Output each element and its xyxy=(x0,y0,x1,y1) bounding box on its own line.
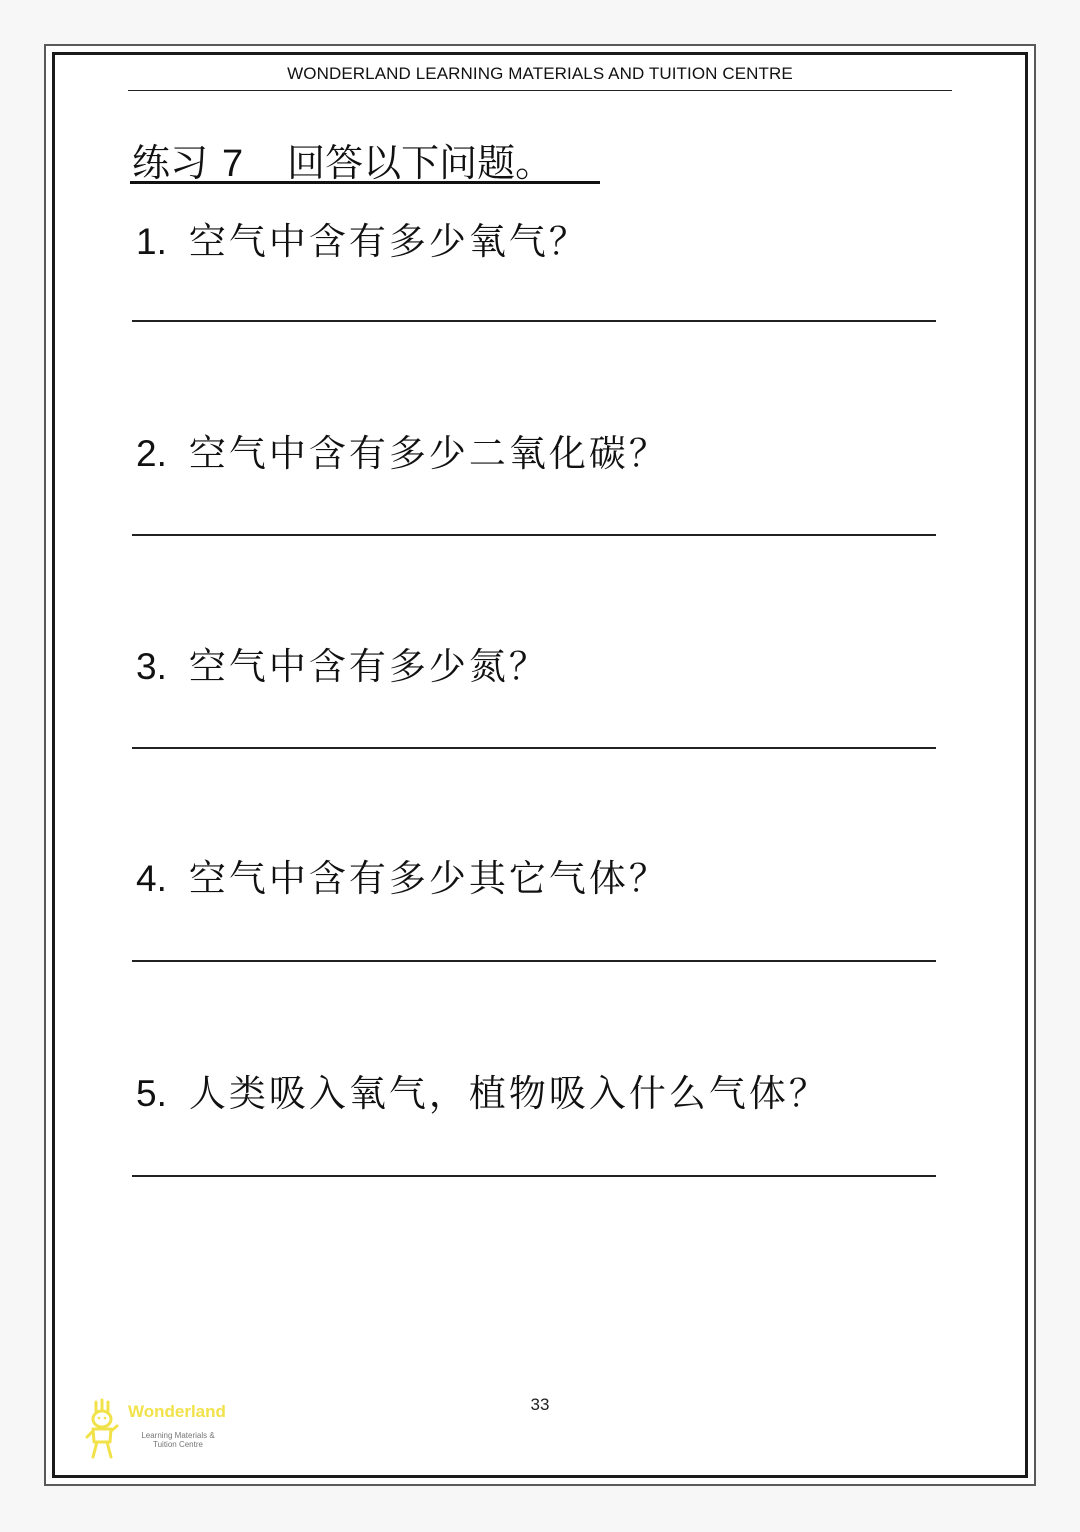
answer-line-2[interactable] xyxy=(132,534,936,536)
exercise-label: 练习 xyxy=(132,141,209,185)
question-text: 空气中含有多少氮？ xyxy=(188,645,549,688)
exercise-instruction: 回答以下问题。 xyxy=(287,141,554,185)
logo-subtitle xyxy=(128,1431,228,1449)
question-number: 2. xyxy=(136,433,167,474)
logo-name: Wonderland xyxy=(128,1402,226,1421)
answer-line-1[interactable] xyxy=(132,320,936,322)
question-number: 1. xyxy=(136,221,167,262)
page-header: WONDERLAND LEARNING MATERIALS AND TUITION CENTRE xyxy=(287,64,793,83)
header-divider xyxy=(128,90,952,91)
question-number: 3. xyxy=(136,646,167,687)
logo-subtitle-line1: Learning Materials & xyxy=(141,1431,215,1440)
page-border-inner xyxy=(52,52,1028,1478)
exercise-title xyxy=(132,132,553,187)
answer-line-4[interactable] xyxy=(132,960,936,962)
answer-line-5[interactable] xyxy=(132,1175,936,1177)
title-underline xyxy=(130,181,600,184)
exercise-number: 7 xyxy=(222,143,244,185)
mascot-icon xyxy=(84,1398,124,1462)
question-3 xyxy=(136,636,549,690)
question-text: 空气中含有多少氧气？ xyxy=(188,220,589,263)
question-text: 空气中含有多少二氧化碳？ xyxy=(188,432,669,475)
question-1 xyxy=(136,211,589,265)
wonderland-logo xyxy=(84,1398,244,1462)
question-4 xyxy=(136,848,669,902)
question-number: 4. xyxy=(136,858,167,899)
question-number: 5. xyxy=(136,1073,167,1114)
answer-line-3[interactable] xyxy=(132,747,936,749)
logo-subtitle-line2: Tuition Centre xyxy=(153,1440,203,1449)
question-text: 人类吸入氧气，植物吸入什么气体？ xyxy=(188,1072,829,1115)
question-2 xyxy=(136,423,669,477)
question-text: 空气中含有多少其它气体？ xyxy=(188,857,669,900)
page-number: 33 xyxy=(530,1395,550,1414)
question-5 xyxy=(136,1063,829,1117)
